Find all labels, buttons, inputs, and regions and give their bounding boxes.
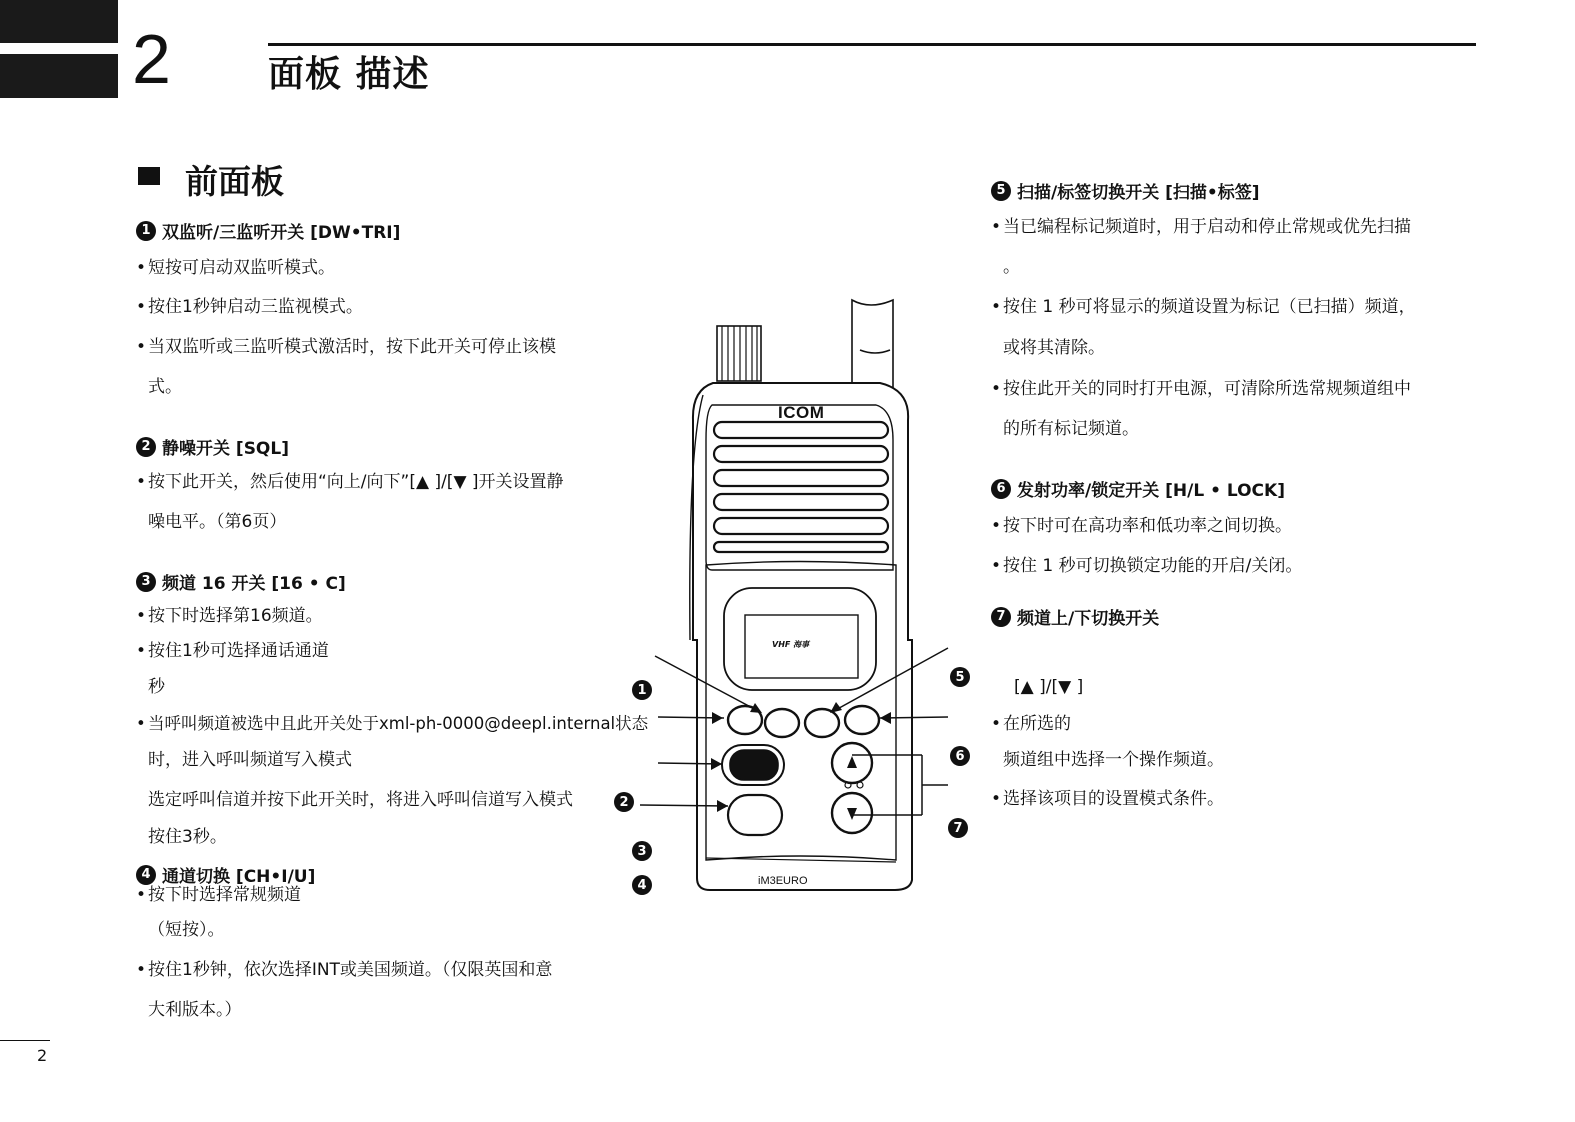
item-heading-text: 频道 16 开关 [16 • C] bbox=[162, 574, 346, 594]
text-line: • 按下此开关，然后使用“向上/向下”[▲ ]/[▼ ]开关设置静 bbox=[136, 472, 564, 492]
text-line: 选定呼叫信道并按下此开关时，将进入呼叫信道写入模式 bbox=[148, 790, 573, 810]
text-line: 时，进入呼叫频道写入模式 bbox=[148, 750, 352, 770]
radio-model-label: iM3EURO bbox=[758, 875, 808, 887]
chapter-tab-bottom bbox=[0, 54, 118, 98]
text-line: • 按住 1 秒可切换锁定功能的开启/关闭。 bbox=[991, 556, 1303, 576]
text-line: [▲ ]/[▼ ] bbox=[1014, 677, 1084, 697]
text-line: • 按住此开关的同时打开电源，可清除所选常规频道组中 bbox=[991, 379, 1411, 399]
footer-rule bbox=[0, 1040, 50, 1041]
text-line: 按住3秒。 bbox=[148, 827, 227, 847]
item-heading bbox=[991, 178, 1260, 203]
text-line: 或将其清除。 bbox=[1003, 338, 1105, 358]
text-line: 。 bbox=[1003, 257, 1020, 277]
text-line: • 按下时选择常规频道 bbox=[136, 885, 301, 905]
text-line: 的所有标记频道。 bbox=[1003, 419, 1139, 439]
item-heading-text: 通道切换 [CH•I/U] bbox=[162, 867, 316, 887]
text-line: • 短按可启动双监听模式。 bbox=[136, 258, 335, 278]
radio-body bbox=[693, 383, 912, 890]
item-heading bbox=[991, 604, 1159, 629]
text-line: • 在所选的 bbox=[991, 714, 1071, 734]
text-line: 大利版本。） bbox=[148, 1000, 242, 1020]
text-line: • 按住1秒钟，依次选择INT或美国频道。（仅限英国和意 bbox=[136, 960, 553, 980]
antenna bbox=[852, 300, 893, 392]
callout-7: 7 bbox=[948, 818, 968, 838]
item-heading bbox=[991, 476, 1285, 501]
text-line: （短按）。 bbox=[148, 920, 225, 940]
item-heading bbox=[136, 862, 315, 887]
lcd-label: VHF 海事 bbox=[772, 640, 810, 649]
text-line: • 按下时可在高功率和低功率之间切换。 bbox=[991, 516, 1292, 536]
text-line: 噪电平。（第6页） bbox=[148, 512, 287, 532]
item-heading-text: 频道上/下切换开关 bbox=[1017, 609, 1160, 629]
radio-brand-logo: ICOM bbox=[778, 403, 825, 422]
ptt-button bbox=[730, 750, 778, 780]
callout-6: 6 bbox=[950, 746, 970, 766]
item-number-badge: 2 bbox=[136, 437, 156, 457]
callout-5: 5 bbox=[950, 667, 970, 687]
item-number-badge: 1 bbox=[136, 221, 156, 241]
item-heading bbox=[136, 434, 289, 459]
section-marker bbox=[138, 167, 160, 185]
text-line: 秒 bbox=[148, 677, 165, 697]
header-rule bbox=[268, 43, 1476, 46]
callout-3: 3 bbox=[632, 841, 652, 861]
item-heading-text: 扫描/标签切换开关 [扫描•标签] bbox=[1017, 183, 1260, 203]
text-line: • 选择该项目的设置模式条件。 bbox=[991, 789, 1224, 809]
chapter-number: 2 bbox=[132, 20, 171, 98]
text-line: • 按下时选择第16频道。 bbox=[136, 606, 323, 626]
volume-knob bbox=[717, 326, 761, 381]
section-title: 前面板 bbox=[185, 162, 284, 201]
chapter-title: 面板 描述 bbox=[268, 54, 430, 95]
item-number-badge: 3 bbox=[136, 572, 156, 592]
page-number: 2 bbox=[37, 1046, 48, 1065]
callout-4: 4 bbox=[632, 875, 652, 895]
callout-2: 2 bbox=[614, 792, 634, 812]
text-line: 式。 bbox=[148, 377, 182, 397]
item-heading-text: 发射功率/锁定开关 [H/L • LOCK] bbox=[1017, 481, 1285, 501]
radio-illustration bbox=[640, 290, 970, 900]
text-line: • 当已编程标记频道时，用于启动和停止常规或优先扫描 bbox=[991, 217, 1411, 237]
callout-1: 1 bbox=[632, 680, 652, 700]
text-line: • 当双监听或三监听模式激活时，按下此开关可停止该模 bbox=[136, 337, 556, 357]
item-heading bbox=[136, 218, 400, 243]
item-heading-text: 双监听/三监听开关 [DW•TRI] bbox=[162, 223, 401, 243]
item-heading-text: 静噪开关 [SQL] bbox=[162, 439, 289, 459]
item-heading bbox=[136, 569, 346, 594]
text-line: • 当呼叫频道被选中且此开关处于xml-ph-0000@deepl.internal状态 bbox=[136, 714, 649, 733]
item-number-badge: 5 bbox=[991, 181, 1011, 201]
text-line: • 按住 1 秒可将显示的频道设置为标记（已扫描）频道， bbox=[991, 297, 1416, 317]
text-line: • 按住1秒钟启动三监视模式。 bbox=[136, 297, 363, 317]
text-line: 频道组中选择一个操作频道。 bbox=[1003, 750, 1224, 770]
item-number-badge: 4 bbox=[136, 865, 156, 885]
item-number-badge: 6 bbox=[991, 479, 1011, 499]
text-line: • 按住1秒可选择通话通道 bbox=[136, 641, 329, 661]
chapter-tab-top bbox=[0, 0, 118, 43]
item-number-badge: 7 bbox=[991, 607, 1011, 627]
